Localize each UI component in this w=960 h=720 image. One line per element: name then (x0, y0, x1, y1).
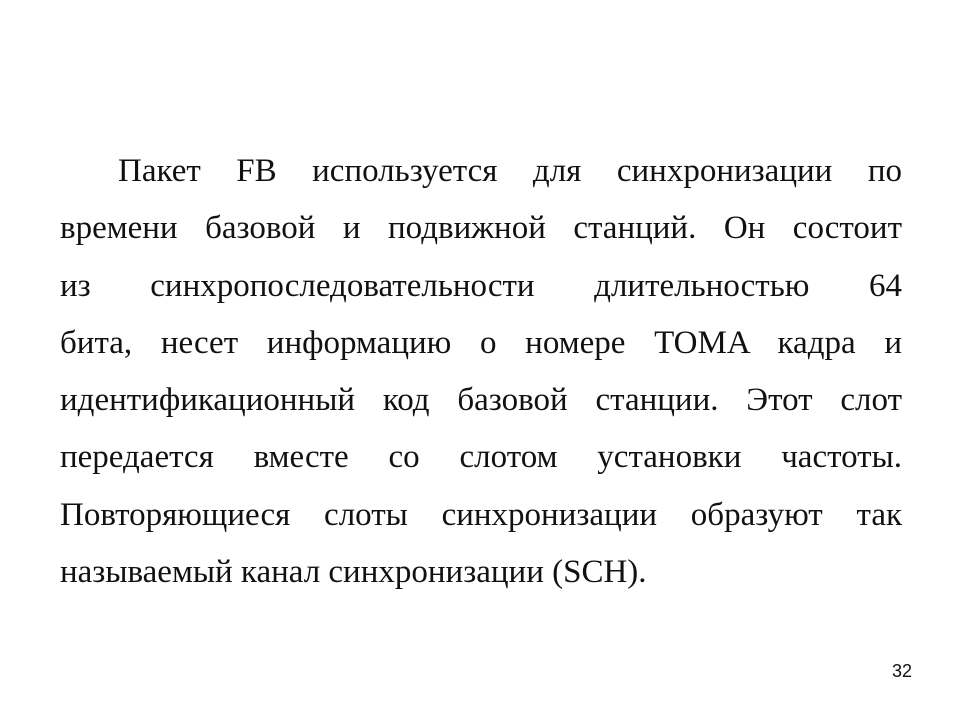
paragraph-line: идентификационный код базовой станции. Этот слот (60, 382, 902, 419)
paragraph-line: из синхропоследовательности длительностью 64 (60, 267, 902, 304)
page-number: 32 (891, 661, 912, 681)
paragraph-line: времени базовой и подвижной станций. Он состоит (60, 210, 902, 247)
paragraph-line: бита, несет информацию о номере TOMA кадра и (60, 324, 902, 361)
paragraph-line: передается вместе со слотом установки частоты. (60, 439, 902, 476)
body-paragraph (60, 143, 902, 601)
paragraph-line: называемый канал синхронизации (SCH). (60, 554, 647, 591)
paragraph-line: Пакет FB используется для синхронизации по (118, 153, 902, 189)
paragraph-line: Повторяющиеся слоты синхронизации образуют так (60, 496, 902, 533)
